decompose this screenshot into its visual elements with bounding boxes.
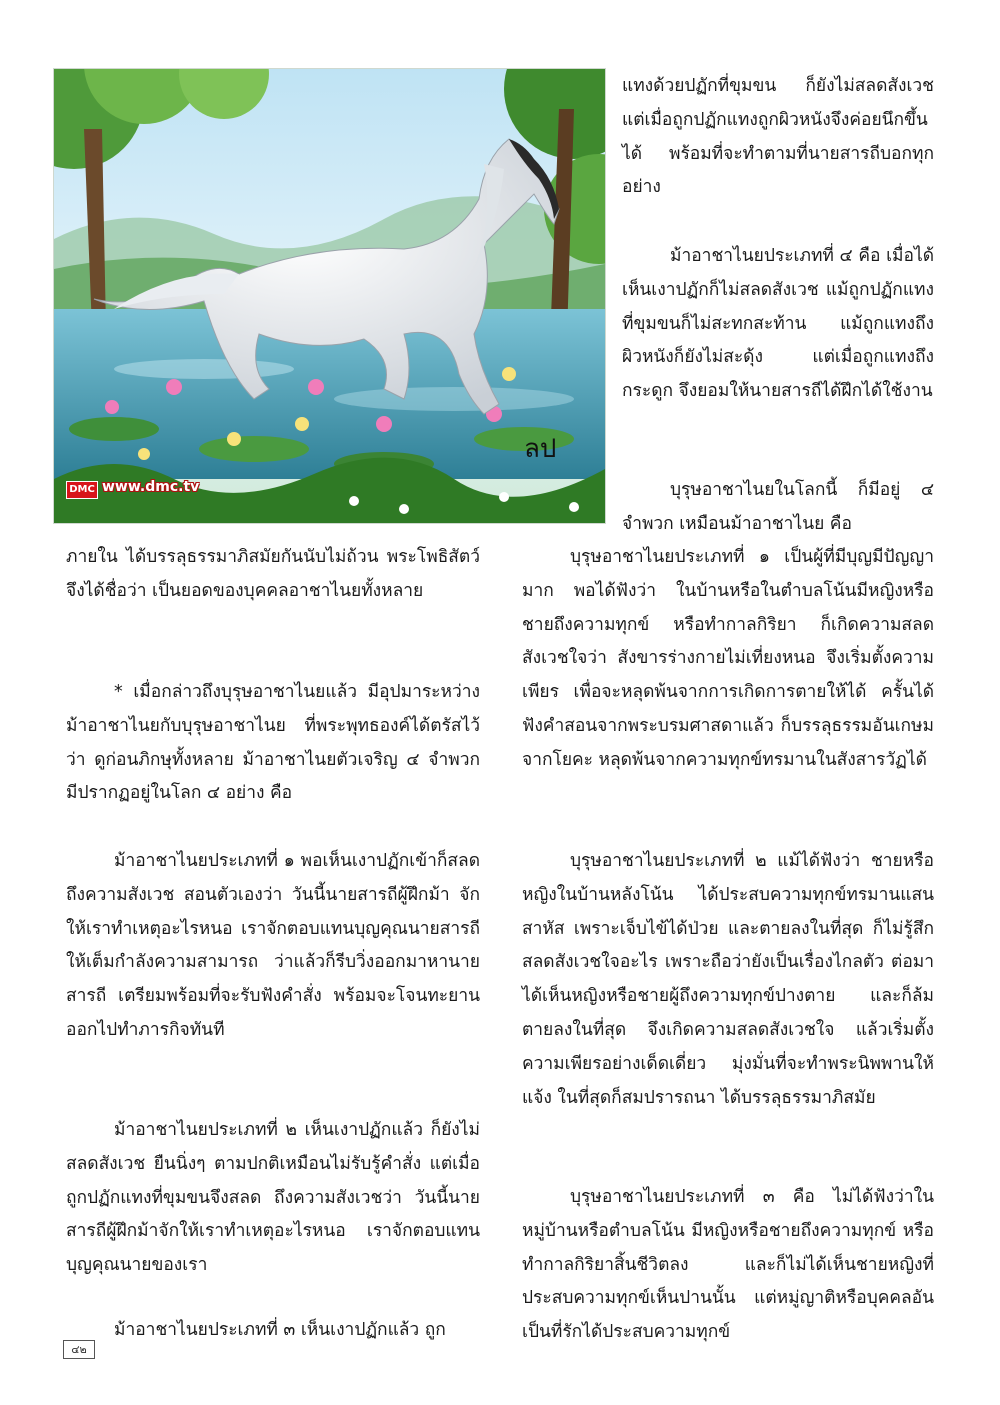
horse-illustration bbox=[53, 68, 606, 524]
svg-text:ลป: ลป bbox=[524, 434, 557, 464]
right-paragraph-2: บุรุษอาชาไนยประเภทที่ ๒ แม้ได้ฟังว่า ชายหรือหญิงในบ้านหลังโน้น ได้ประสบความทุกข์ทรมานแสนสาหัส เพราะเจ็บไข้ได้ป่วย และตายลงในที่สุด ก็ไม่รู้สึกสลดสังเวชใจอะไร เพราะถือว่ายังเป็นเรื่องไกลตัว ต่อมาได้เห็นหญิงหรือชายผู้ถึงความทุกข์ปางตาย และก็ล้มตายลงในที่สุด จึงเกิดความสลดสังเวชใจ แล้วเริ่มตั้งความเพียรอย่างเด็ดเดี่ยว มุ่งมั่นที่จะทำพระนิพพานให้แจ้ง ในที่สุดก็สมปรารถนา ได้บรรลุธรรมาภิสมัย bbox=[522, 851, 934, 1108]
horse-scene bbox=[54, 69, 605, 523]
left-paragraph-2: * เมื่อกล่าวถึงบุรุษอาชาไนยแล้ว มีอุปมาระหว่างม้าอาชาไนยกับบุรุษอาชาไนย ที่พระพุทธองค์ได้ตรัสไว้ว่า ดูก่อนภิกษุทั้งหลาย ม้าอาชาไนยตัวเจริญ ๔ จำพวก มีปรากฏอยู่ในโลก ๔ อย่าง คือ bbox=[66, 682, 480, 804]
top-right-paragraph-3: บุรุษอาชาไนยในโลกนี้ ก็มีอยู่ ๔ จำพวก เหมือนม้าอาชาไนย คือ bbox=[622, 480, 934, 534]
left-paragraph-1: ภายใน ได้บรรลุธรรมาภิสมัยกันนับไม่ถ้วน พระโพธิสัตว์จึงได้ชื่อว่า เป็นยอดของบุคคลอาชาไนยทั้งหลาย bbox=[66, 547, 480, 601]
left-paragraph-3: ม้าอาชาไนยประเภทที่ ๑ พอเห็นเงาปฏักเข้าก็สลด ถึงความสังเวช สอนตัวเองว่า วันนี้นายสารถีผู้ฝึกม้า จักให้เราทำเหตุอะไรหนอ เราจักตอบแทนบุญคุณนายสารถี ให้เต็มกำลังความสามารถ ว่าแล้วก็รีบวิ่งออกมาหานายสารถี เตรียมพร้อมที่จะรับฟังคำสั่ง พร้อมจะโจนทะยานออกไปทำภารกิจทันที bbox=[66, 851, 480, 1040]
page-number: ๔๒ bbox=[63, 1340, 95, 1359]
right-paragraph-1: บุรุษอาชาไนยประเภทที่ ๑ เป็นผู้ที่มีบุญมีปัญญามาก พอได้ฟังว่า ในบ้านหรือในตำบลโน้นมีหญิงหรือชายถึงความทุกข์ หรือทำกาลกิริยา ก็เกิดความสลดสังเวชใจว่า สังขารร่างกายไม่เที่ยงหนอ จึงเริ่มตั้งความเพียร เพื่อจะหลุดพ้นจากการเกิดการตายให้ได้ ครั้นได้ฟังคำสอนจากพระบรมศาสดาแล้ว ก็บรรลุธรรมอันเกษมจากโยคะ หลุดพ้นจากความทุกข์ทรมานในสังสารวัฏได้ bbox=[522, 547, 934, 770]
right-paragraph-3: บุรุษอาชาไนยประเภทที่ ๓ คือ ไม่ได้ฟังว่าในหมู่บ้านหรือตำบลโน้น มีหญิงหรือชายถึงความทุกข์ หรือทำกาลกิริยาสิ้นชีวิตลง และก็ไม่ได้เห็นชายหญิงที่ประสบความทุกข์เห็นปานนั้น แต่หมู่ญาติหรือบุคคลอันเป็นที่รักได้ประสบความทุกข์ bbox=[522, 1187, 934, 1343]
left-paragraph-4: ม้าอาชาไนยประเภทที่ ๒ เห็นเงาปฏักแล้ว ก็ยังไม่สลดสังเวช ยืนนิ่งๆ ตามปกติเหมือนไม่รับรู้คำสั่ง แต่เมื่อถูกปฏักแทงที่ขุมขนจึงสลด ถึงความสังเวชว่า วันนี้นายสารถีผู้ฝึกม้าจักให้เราทำเหตุอะไรหนอ เราจักตอบแทนบุญคุณนายของเรา bbox=[66, 1120, 480, 1276]
dmc-logo: DMC bbox=[66, 481, 98, 499]
top-right-paragraph-2: ม้าอาชาไนยประเภทที่ ๔ คือ เมื่อได้เห็นเงาปฏักก็ไม่สลดสังเวช แม้ถูกปฏักแทงที่ขุมขนก็ไม่สะทกสะท้าน แม้ถูกแทงถึงผิวหนังก็ยังไม่สะดุ้ง แต่เมื่อถูกแทงถึงกระดูก จึงยอมให้นายสารถีได้ฝึกได้ใช้งาน bbox=[622, 246, 934, 402]
left-paragraph-5: ม้าอาชาไนยประเภทที่ ๓ เห็นเงาปฏักแล้ว ถูก bbox=[114, 1320, 446, 1340]
top-right-paragraph-1: แทงด้วยปฏักที่ขุมขน ก็ยังไม่สลดสังเวช แต่เมื่อถูกปฏักแทงถูกผิวหนังจึงค่อยนึกขึ้นได้ พร้อมที่จะทำตามที่นายสารถีบอกทุกอย่าง bbox=[622, 76, 934, 198]
dmc-url: www.dmc.tv bbox=[102, 479, 200, 495]
